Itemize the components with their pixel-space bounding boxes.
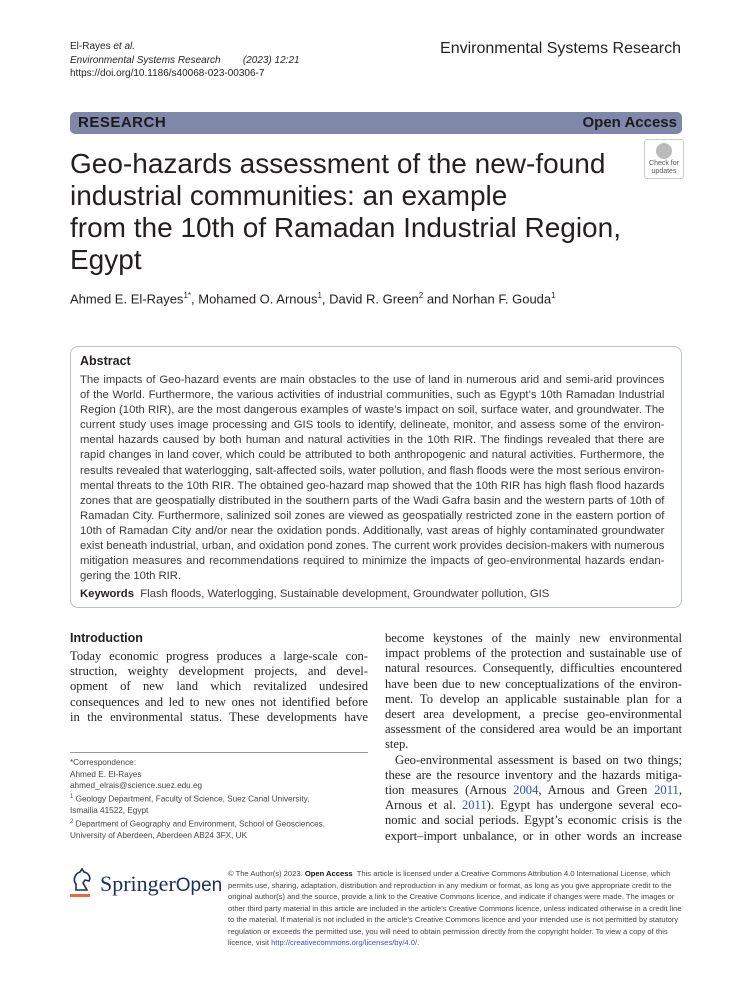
text-line: 10th of Ramadan City and/or near the oxidation ponds. Additionally, vast areas of highly contaminated groundwater xyxy=(80,524,665,537)
check-updates-icon xyxy=(656,143,672,159)
check-updates-text: Check for xyxy=(649,160,679,167)
text-line: mental threats to the 10th RIR. The obtained geo-hazard map showed that the 10th RIR has high flash flood hazards xyxy=(80,479,665,492)
correspondence-label: *Correspondence: xyxy=(70,758,136,767)
check-for-updates-button[interactable] xyxy=(644,139,684,179)
body-line xyxy=(385,798,682,813)
text-line: rapid changes in land cover, which could be attributed to both anthropogenic and natural activities. Furthermore, the xyxy=(80,449,665,462)
article-type: RESEARCH xyxy=(78,114,167,131)
text: Arnous et al. xyxy=(385,798,462,813)
author[interactable]: David R. Green xyxy=(329,291,419,307)
period: . xyxy=(417,938,420,947)
abstract-heading: Abstract xyxy=(80,354,131,368)
footnotes xyxy=(70,757,325,842)
knight-icon xyxy=(70,868,94,894)
body-line: these are the resource inventory and the hazards mitiga- xyxy=(385,767,682,782)
author-sep: , xyxy=(191,291,199,307)
article-type-banner xyxy=(70,112,682,134)
author[interactable]: Mohamed O. Arnous xyxy=(198,291,318,307)
text-line: The impacts of Geo-hazard events are main obstacles to the use of land in numerous arid and semi-arid provinces xyxy=(80,374,665,386)
text-line: struction, weighty development projects, and devel- xyxy=(70,664,368,679)
article-title xyxy=(70,148,621,276)
oa-label: Open Access xyxy=(304,869,353,878)
text-line: Ramadan City. Furthermore, salinized soil zones are viewed as geospatially restricted zone in the eastern portion of xyxy=(80,509,665,522)
author[interactable]: Ahmed E. El-Rayes xyxy=(70,291,184,307)
keywords xyxy=(80,588,549,600)
header-authors: El-Rayes xyxy=(70,41,111,52)
title-line: Egypt xyxy=(70,244,142,275)
footnote-divider xyxy=(70,752,368,753)
introduction-heading: Introduction xyxy=(70,631,143,645)
text-line: results revealed that waterlogging, salt-affected soils, water pollution, and flash floods were the most serious environ- xyxy=(80,464,665,477)
aff-text: Department of Geography and Environment, School of Geosciences, xyxy=(75,819,326,829)
intro-right-column xyxy=(385,631,682,844)
publisher-suffix: Open xyxy=(175,875,223,896)
header-volume: (2023) 12:21 xyxy=(242,54,300,66)
aff-sup: 1 xyxy=(70,793,74,800)
body-line: nomic and social periods. Egypt’s economic crisis is the xyxy=(385,813,682,828)
aff-text: University of Aberdeen, Aberdeen AB24 3FX, UK xyxy=(70,831,248,841)
text-line: assessment of the considered area would be an important xyxy=(385,722,682,737)
text-line: Today economic progress produces a large-scale con- xyxy=(70,649,368,663)
license-text xyxy=(228,868,683,949)
text: , xyxy=(678,783,682,798)
affiliation-1 xyxy=(70,792,325,805)
title-line: industrial communities: an example xyxy=(70,180,508,211)
correspondence-name: Ahmed E. El-Rayes xyxy=(70,769,142,779)
logo-underline xyxy=(70,894,90,897)
open-access-label: Open Access xyxy=(582,114,677,131)
author-sep: , xyxy=(321,291,330,307)
affiliation-2 xyxy=(70,817,325,830)
text-line: opment of new land which revitalized undesired xyxy=(70,679,368,694)
author-sup: 1 xyxy=(317,291,322,300)
text-line: mental hazards caused by both human and natural activities in the 10th RIR. The findings revealed that there are xyxy=(80,434,665,447)
correspondence-email[interactable]: ahmed_elrais@science.suez.edu.eg xyxy=(70,781,203,791)
running-header xyxy=(70,40,300,81)
author-sep: and xyxy=(423,291,453,307)
text-line: gering the 10th RIR. xyxy=(80,570,182,583)
copyright: © The Author(s) 2023. xyxy=(228,869,303,878)
text: , Arnous and Green xyxy=(538,783,655,798)
journal-name: Environmental Systems Research xyxy=(440,40,681,57)
aff-text: Ismailia 41522, Egypt xyxy=(70,806,149,816)
check-updates-text: updates xyxy=(651,168,677,175)
text-line: have been due to new conceptualizations of the environ- xyxy=(385,676,682,691)
text-line: current study uses image processing and GIS tools to identify, delineate, monitor, and assess some of the environ- xyxy=(80,419,665,432)
keywords-list: Flash floods, Waterlogging, Sustainable development, Groundwater pollution, GIS xyxy=(140,588,550,600)
title-line: from the 10th of Ramadan Industrial Region, xyxy=(70,212,621,243)
citation-link[interactable]: 2004 xyxy=(513,783,539,798)
intro-left-column xyxy=(70,649,368,725)
text-line: ment. To develop an applicable sustainable plan for a xyxy=(385,691,682,706)
text-line: become keystones of the mainly new environmental xyxy=(385,631,682,645)
text: tion measures (Arnous xyxy=(385,783,514,798)
author-list xyxy=(70,291,556,306)
text-line: step. xyxy=(385,737,409,752)
license-body: This article is licensed under a Creative Commons Attribution 4.0 International License, which permits use, sharing, adaptation, distribution and reproduction in any medium or format, as long as you give appropriate credit to the original author(s) and the source, provide a link to the Creative Commons licence, and indicate if changes were made. The images or other third party material in this article are included in the article’s Creative Commons licence, unless indicated otherwise in a credit line to the material. If material is not included in the article’s Creative Commons licence and your intended use is not permitted by statutory regulation or exceeds the permitted use, you will need to obtain permission directly from the copyright holder. To view a copy of this licence, visit xyxy=(228,869,682,947)
title-line: Geo-hazards assessment of the new-found xyxy=(70,148,606,179)
text-line: of the World. Furthermore, the various activities of industrial communities, such as Egypt’s 10th Ramadan Industrial xyxy=(80,389,665,402)
author-sup: 2 xyxy=(418,291,424,300)
text-line: mitigation measures and recommendations required to minimize the impacts of geo-environmental hazards endan- xyxy=(80,555,665,568)
body-line: export–import unbalance, or in other words an increase xyxy=(385,828,682,843)
text-line: in the environmental status. These developments have xyxy=(70,709,368,724)
abstract-text xyxy=(80,373,664,584)
citation-link[interactable]: 2011 xyxy=(461,798,487,813)
text-line: exist beneath industrial, urban, and oxidation pond zones. The current work provides decision-makers with numerous xyxy=(80,540,665,553)
doi-link[interactable]: https://doi.org/10.1186/s40068-023-00306-7 xyxy=(70,68,265,79)
author-sup: 1* xyxy=(183,291,191,300)
header-journal: Environmental Systems Research xyxy=(70,54,221,66)
aff-sup: 2 xyxy=(70,818,74,825)
author[interactable]: Norhan F. Gouda xyxy=(452,291,552,307)
text-line: natural resources. Consequently, difficulties encountered xyxy=(385,661,682,676)
license-link[interactable]: http://creativecommons.org/licenses/by/4.0/ xyxy=(271,938,418,947)
text-line: impact problems of the protection and sustainable use of xyxy=(385,646,682,661)
citation-link[interactable]: 2011 xyxy=(654,783,679,798)
text-line: Region (10th RIR), are the most dangerous examples of waste’s impact on soil, surface water, and groundwater. The xyxy=(80,404,665,417)
text-line: zones that are geospatially distributed in the southern parts of the Wadi Gafra basin and the western parts of 10th of xyxy=(80,494,665,507)
body-line: Geo-environmental assessment is based on two things; xyxy=(395,752,682,767)
text-line: consequences and led to new ones not identified before xyxy=(70,694,368,709)
header-et-al: et al. xyxy=(113,41,136,52)
keywords-label: Keywords xyxy=(80,588,134,600)
text: ). Egypt has undergone several eco- xyxy=(486,798,682,813)
author-sup: 1 xyxy=(551,291,556,300)
body-line xyxy=(385,783,682,798)
aff-text: Geology Department, Faculty of Science, Suez Canal University, xyxy=(75,794,310,804)
publisher-name: Springer xyxy=(100,871,176,896)
text-line: desert area development, a precise geo-environmental xyxy=(385,707,682,722)
